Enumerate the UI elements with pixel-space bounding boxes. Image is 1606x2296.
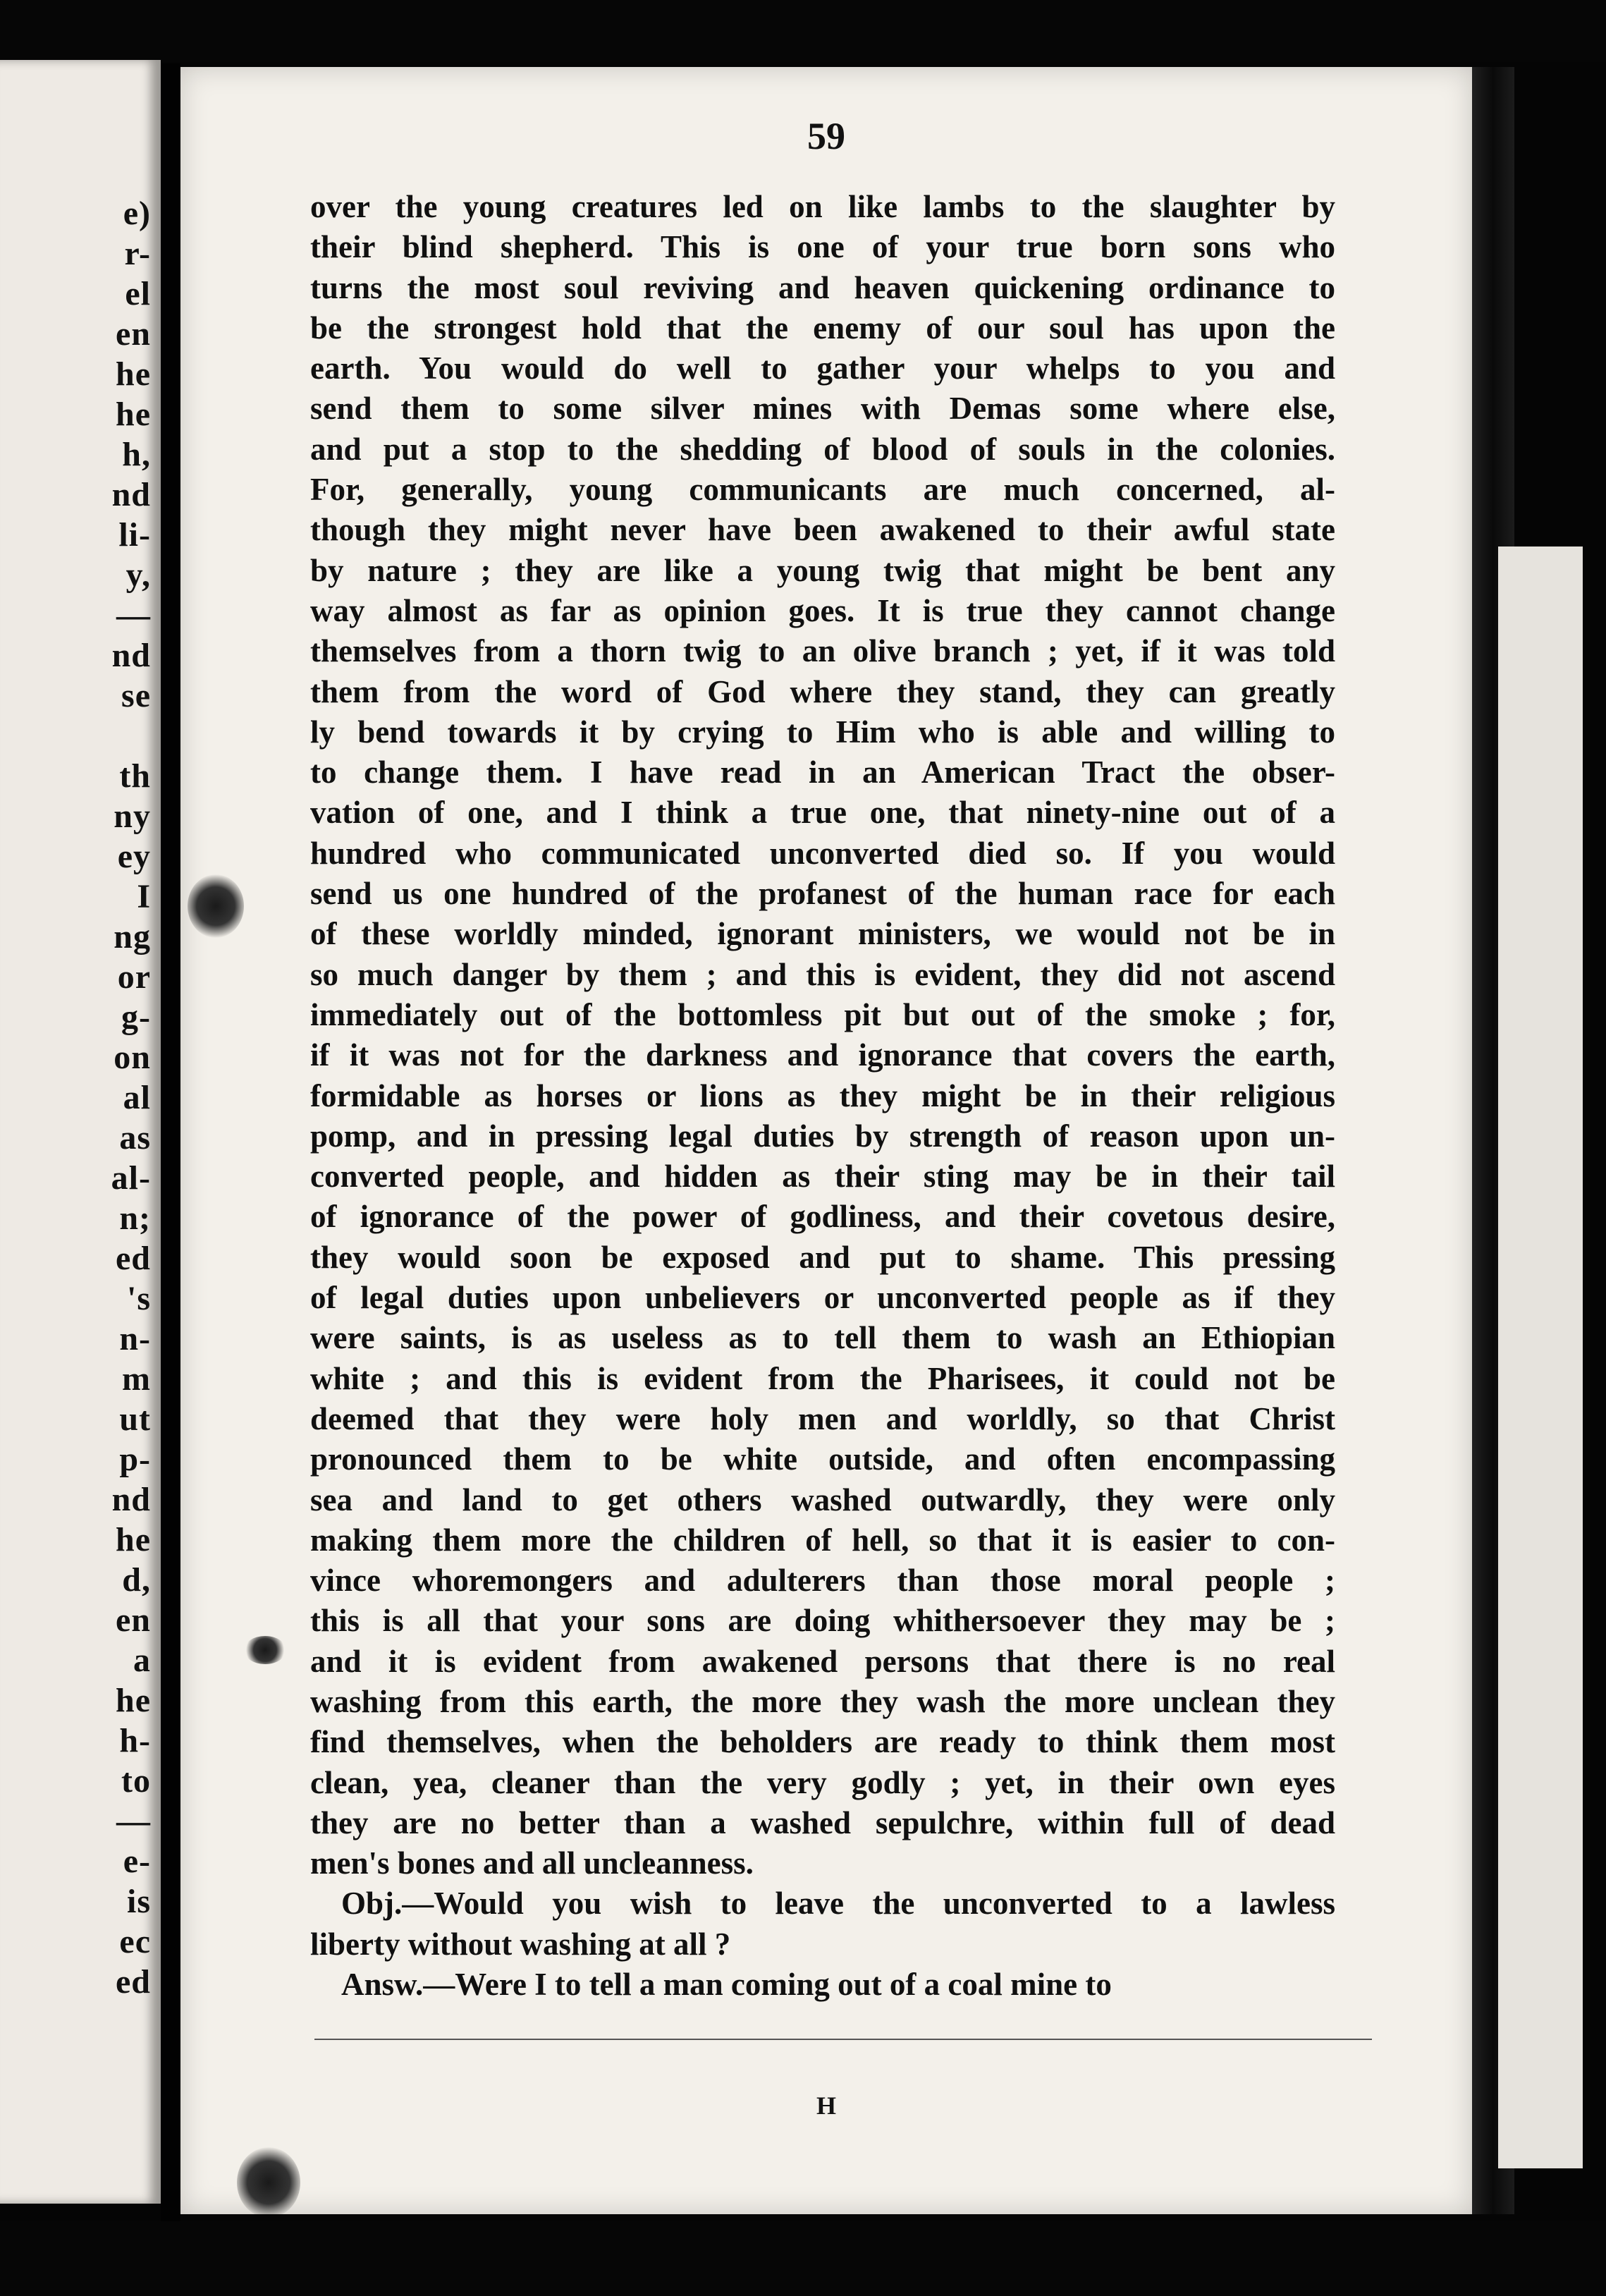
facing-page-fragment-text: nd <box>111 476 151 513</box>
facing-page-fragment-text: h, <box>122 436 151 473</box>
text-line: find themselves, when the beholders are ready to think them most <box>310 1724 1335 1760</box>
facing-page-fragment-text: al- <box>111 1159 151 1197</box>
facing-page-fragment-text: he <box>116 396 151 433</box>
facing-page-fragment-text: ny <box>114 798 151 835</box>
text-line: pomp, and in pressing legal duties by strength of reason upon un- <box>310 1118 1335 1154</box>
text-line: liberty without washing at all ? <box>310 1926 731 1962</box>
text-line: formidable as horses or lions as they might be in their religious <box>310 1077 1335 1113</box>
text-line: immediately out of the bottomless pit but out of the smoke ; for, <box>310 996 1335 1032</box>
text-line: though they might never have been awakened to their awful state <box>310 512 1335 548</box>
facing-page-fragment-text: h- <box>119 1722 151 1759</box>
text-line: were saints, is as useless as to tell them to wash an Ethiopian <box>310 1320 1335 1356</box>
facing-page-fragment-text: g- <box>121 999 151 1036</box>
facing-page-fragment-text: el <box>125 275 151 312</box>
facing-page-fragment-text: ey <box>117 838 151 875</box>
text-line: of these worldly minded, ignorant ministers, we would not be in <box>310 916 1335 952</box>
text-line: washing from this earth, the more they wash the more unclean they <box>310 1683 1335 1719</box>
facing-page-fragment-text: ed <box>116 1240 151 1277</box>
paper-strip <box>1498 546 1583 2168</box>
facing-page-fragment-text: — <box>116 1802 151 1840</box>
facing-page-fragment-text: p- <box>119 1441 151 1478</box>
facing-page-fragment-text: e) <box>123 195 151 232</box>
facing-page-fragment-text: nd <box>111 637 151 674</box>
facing-page-fragment-text: nd <box>111 1481 151 1518</box>
facing-page-fragment-text: I <box>137 878 151 915</box>
page-body-text <box>310 187 1335 2005</box>
facing-page-fragment-text: e- <box>123 1843 151 1880</box>
book-page <box>180 67 1472 2214</box>
ink-blot <box>244 1636 286 1664</box>
facing-page-fragment-text: th <box>119 757 151 795</box>
facing-page-fragment-text: r- <box>124 235 151 272</box>
page-number: 59 <box>807 115 845 157</box>
text-line: them from the word of God where they stand, they can greatly <box>310 673 1335 709</box>
text-line: this is all that your sons are doing whithersoever they may be ; <box>310 1603 1335 1639</box>
text-line: Obj.—Would you wish to leave the unconverted to a lawless <box>341 1886 1335 1922</box>
text-line: of ignorance of the power of godliness, and their covetous desire, <box>310 1199 1335 1235</box>
text-line: vation of one, and I think a true one, that ninety-nine out of a <box>310 795 1335 831</box>
facing-page-fragment-text: 's <box>126 1280 151 1317</box>
facing-page-fragment-text: or <box>117 958 151 996</box>
signature-mark: H <box>816 2092 836 2120</box>
text-line: over the young creatures led on like lambs to the slaughter by <box>310 189 1335 224</box>
text-line: deemed that they were holy men and worldly, so that Christ <box>310 1400 1335 1436</box>
text-line: their blind shepherd. This is one of your true born sons who <box>310 229 1335 265</box>
facing-page-fragment-text: ec <box>119 1923 151 1960</box>
text-line: to change them. I have read in an American Tract the obser- <box>310 755 1335 790</box>
facing-page-fragment-text: se <box>121 677 151 714</box>
facing-page-fragment-text: to <box>121 1762 151 1800</box>
text-line: and put a stop to the shedding of blood of souls in the colonies. <box>310 431 1335 467</box>
facing-page-fragment-text: on <box>114 1039 151 1076</box>
ink-blot <box>237 2147 300 2214</box>
facing-page-fragment-text: n; <box>119 1199 151 1237</box>
facing-page-fragment-text: li- <box>118 516 151 554</box>
text-line: send us one hundred of the profanest of the human race for each <box>310 876 1335 912</box>
text-line: themselves from a thorn twig to an olive branch ; yet, if it was told <box>310 633 1335 669</box>
text-line: if it was not for the darkness and ignorance that covers the earth, <box>310 1037 1335 1073</box>
ink-blot <box>188 874 244 938</box>
book-gutter <box>161 63 180 2221</box>
text-line: be the strongest hold that the enemy of our soul has upon the <box>310 310 1335 346</box>
facing-page-fragment-text: he <box>116 1521 151 1558</box>
facing-page-fragment-text: al <box>123 1079 151 1116</box>
text-line: clean, yea, cleaner than the very godly ; yet, in their own eyes <box>310 1764 1335 1800</box>
text-line: For, generally, young communicants are much concerned, al- <box>310 472 1335 508</box>
text-line: of legal duties upon unbelievers or unconverted people as if they <box>310 1280 1335 1316</box>
text-line: way almost as far as opinion goes. It is true they cannot change <box>310 592 1335 628</box>
text-line: vince whoremongers and adulterers than those moral people ; <box>310 1563 1335 1599</box>
facing-page-fragment-text: is <box>126 1883 151 1920</box>
text-line: sea and land to get others washed outwardly, they were only <box>310 1482 1335 1518</box>
scan-crease-line <box>314 2039 1372 2040</box>
facing-page-fragment-text: ut <box>119 1400 151 1438</box>
text-line: they are no better than a washed sepulchre, within full of dead <box>310 1805 1335 1840</box>
scan-border-top <box>0 0 1606 62</box>
text-line: white ; and this is evident from the Pharisees, it could not be <box>310 1360 1335 1396</box>
text-line: converted people, and hidden as their sting may be in their tail <box>310 1159 1335 1195</box>
scan-border-bottom <box>0 2221 1606 2296</box>
text-line: turns the most soul reviving and heaven quickening ordinance to <box>310 269 1335 305</box>
facing-page-fragment-text: he <box>116 355 151 393</box>
text-line: by nature ; they are like a young twig that might be bent any <box>310 552 1335 588</box>
text-line: pronounced them to be white outside, and often encompassing <box>310 1441 1335 1477</box>
text-line: earth. You would do well to gather your whelps to you and <box>310 350 1335 386</box>
facing-page-fragment-text: y, <box>125 556 151 594</box>
facing-page-fragment-text: m <box>122 1360 151 1398</box>
facing-page-fragment <box>0 60 161 2204</box>
facing-page-fragment-text: he <box>116 1682 151 1719</box>
text-line: send them to some silver mines with Demas some where else, <box>310 391 1335 427</box>
facing-page-fragment-text: ng <box>114 918 151 955</box>
text-line: and it is evident from awakened persons that there is no real <box>310 1643 1335 1679</box>
text-line: so much danger by them ; and this is evident, they did not ascend <box>310 956 1335 992</box>
text-line: men's bones and all uncleanness. <box>310 1845 754 1881</box>
facing-page-fragment-text: — <box>116 597 151 634</box>
text-line: hundred who communicated unconverted died so. If you would <box>310 835 1335 871</box>
facing-page-fragment-text: ed <box>116 1963 151 2001</box>
text-line: making them more the children of hell, so that it is easier to con- <box>310 1522 1335 1558</box>
text-line: ly bend towards it by crying to Him who is able and willing to <box>310 714 1335 750</box>
facing-page-fragment-text: as <box>119 1119 151 1156</box>
facing-page-fragment-text: n- <box>119 1320 151 1357</box>
facing-page-fragment-text: a <box>133 1642 151 1679</box>
text-line: Answ.—Were I to tell a man coming out of a coal mine to <box>341 1967 1112 2003</box>
facing-page-fragment-text: d, <box>122 1561 151 1599</box>
facing-page-fragment-text: en <box>116 1601 151 1639</box>
text-line: they would soon be exposed and put to shame. This pressing <box>310 1239 1335 1275</box>
facing-page-fragment-text: en <box>116 315 151 353</box>
